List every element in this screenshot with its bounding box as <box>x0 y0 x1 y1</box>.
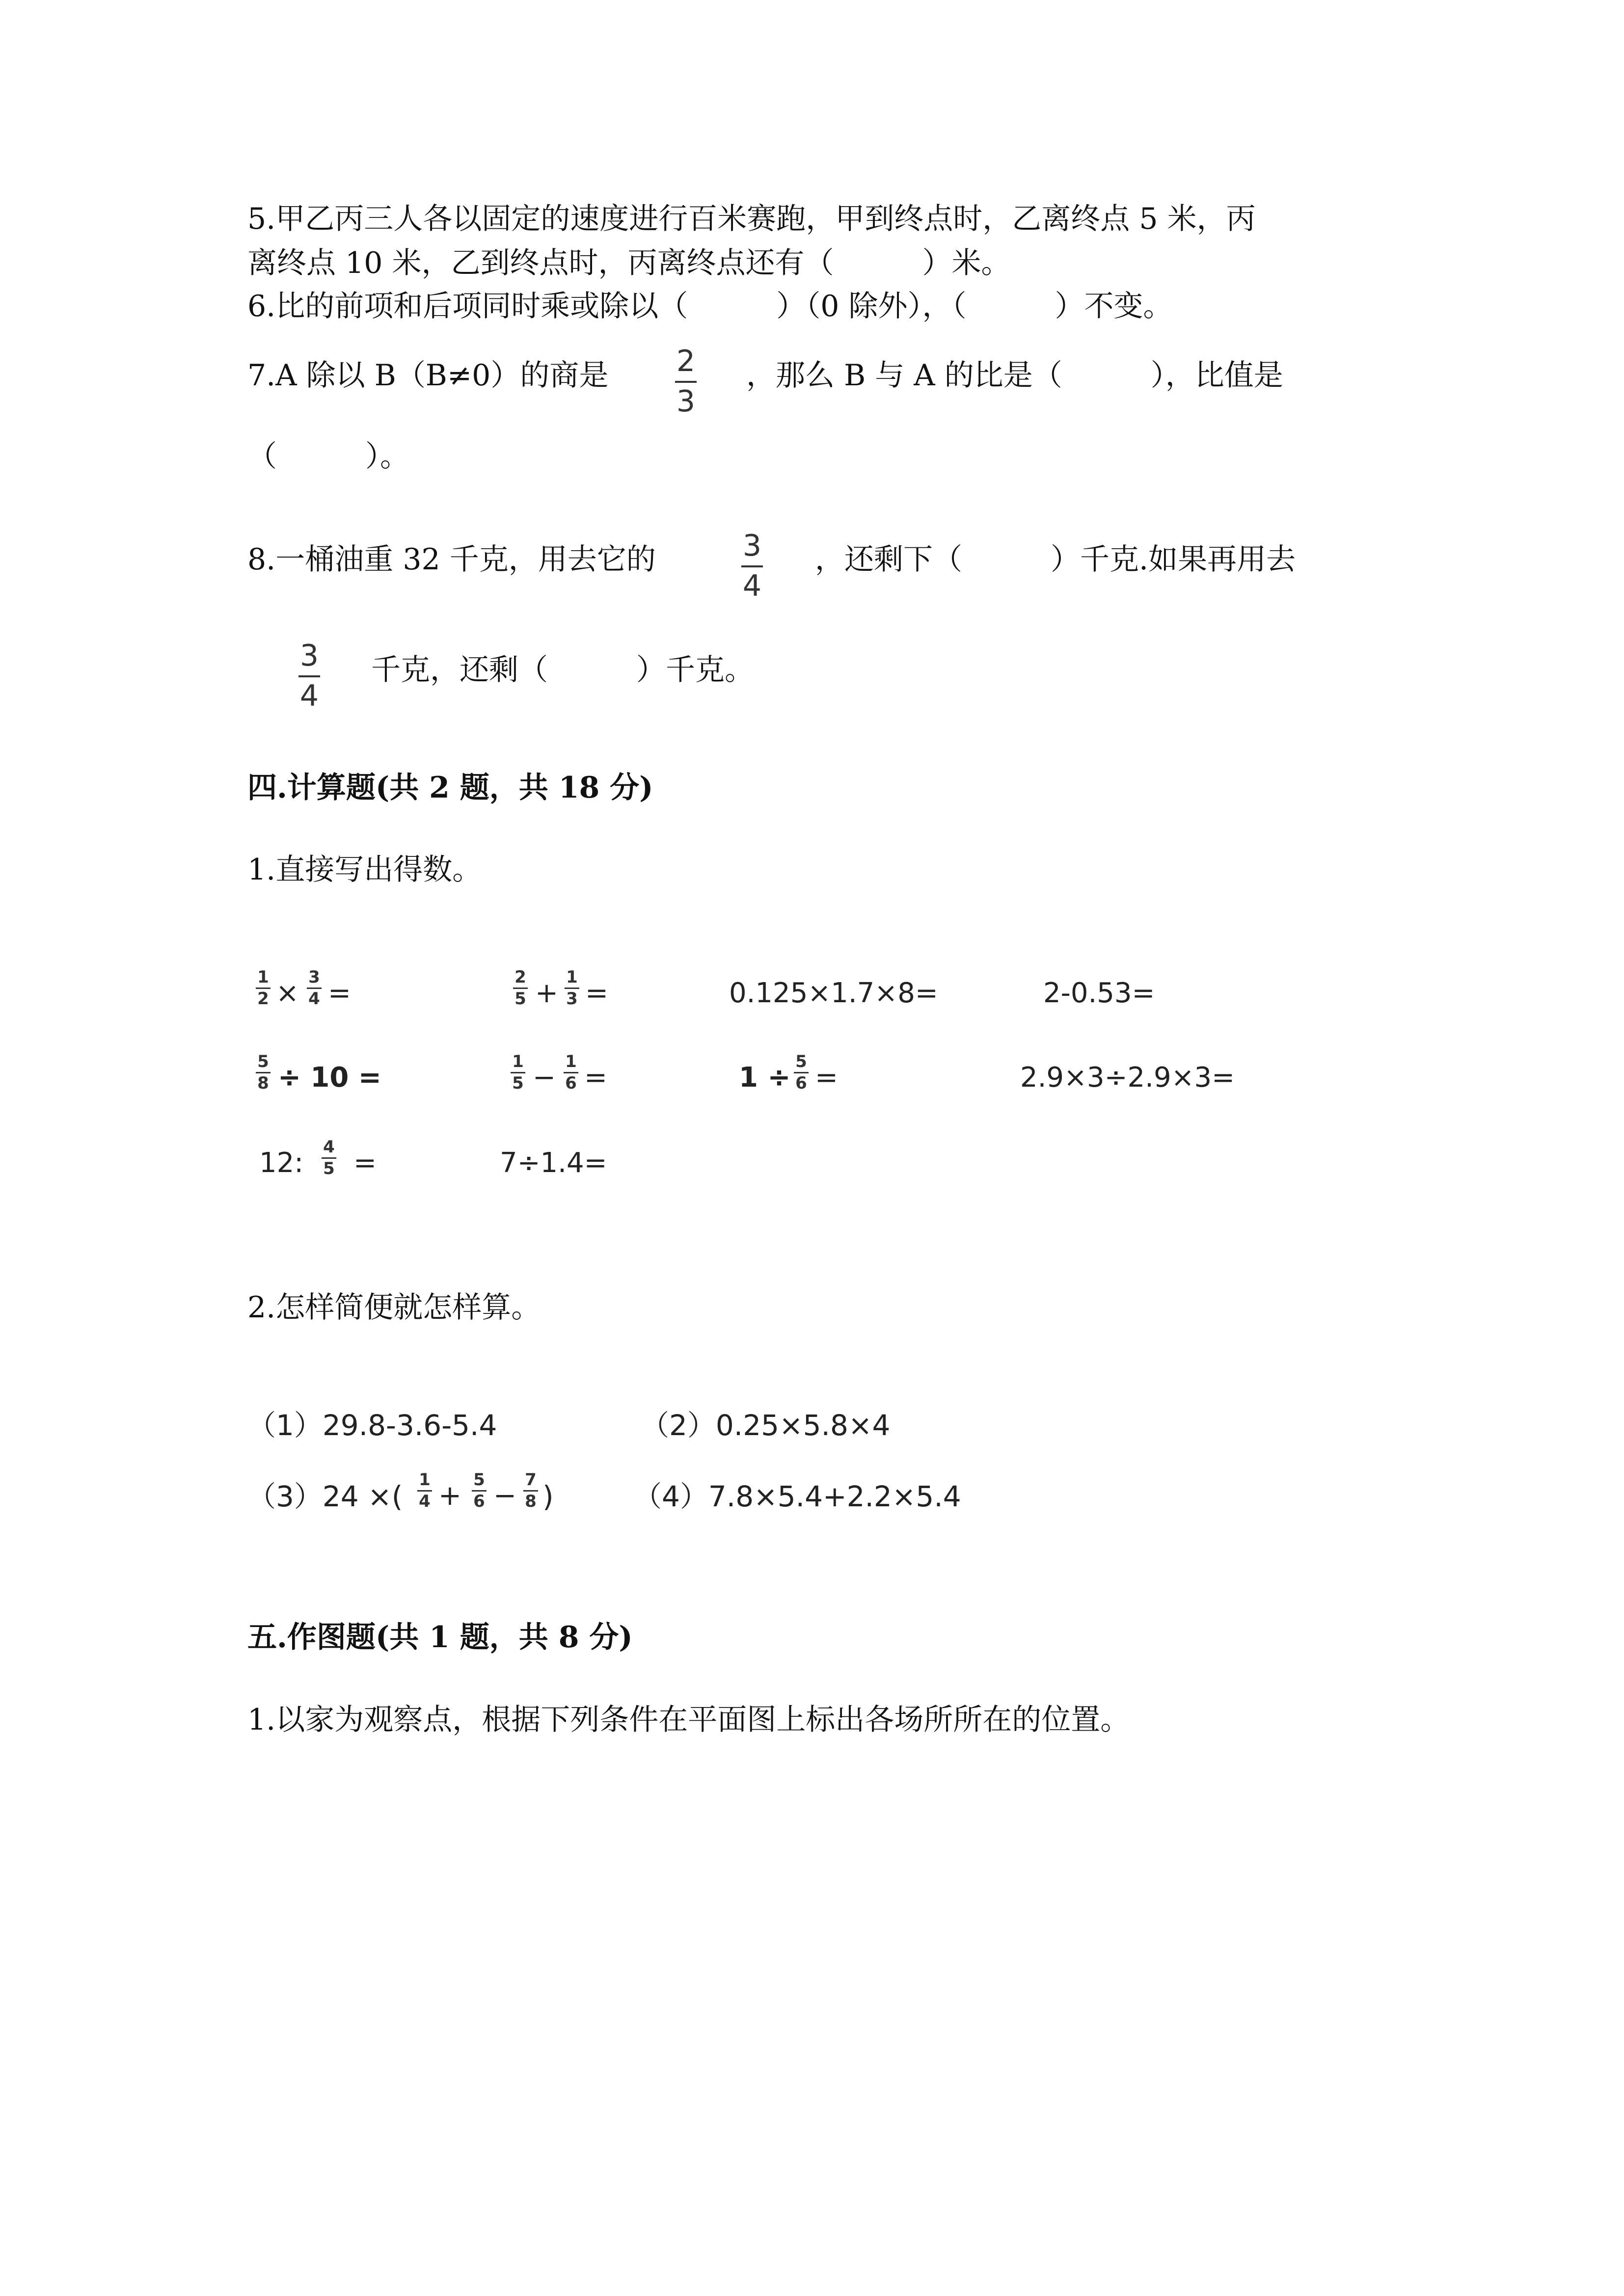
calc-2-frac-b <box>565 969 579 1007</box>
section-5-q1: 1.以家为观察点，根据下列条件在平面图上标出各场所所在的位置。 <box>247 1703 1130 1737</box>
q8-fraction-2 <box>298 641 320 711</box>
simp-expr-4: （4）7.8×5.4+2.2×5.4 <box>633 1480 961 1513</box>
numerator: 3 <box>308 967 320 987</box>
calc-5-frac-a <box>256 1053 271 1092</box>
denominator: 6 <box>565 1073 577 1093</box>
denominator: 5 <box>512 1073 524 1093</box>
denominator: 6 <box>795 1073 807 1093</box>
calc-expr-3: 0.125×1.7×8= <box>729 977 938 1009</box>
q8-fraction-2-numerator: 3 <box>299 639 319 673</box>
calc-5-rest: ÷ 10 = <box>278 1062 381 1094</box>
q8-part2: ，还剩下（ ）千克.如果再用去 <box>815 542 1296 577</box>
calc-expr-4: 2-0.53= <box>1043 977 1155 1009</box>
numerator: 1 <box>512 1052 524 1071</box>
section-4-q1-title: 1.直接写出得数。 <box>247 853 482 887</box>
q7-fraction-denominator: 3 <box>676 384 696 419</box>
q7-fraction-numerator: 2 <box>676 344 696 378</box>
numerator: 5 <box>795 1052 807 1071</box>
q5-line2: 离终点 10 米，乙到终点时，丙离终点还有（ ）米。 <box>247 246 1011 280</box>
simp-3-post: ) <box>542 1480 554 1513</box>
q8-part1: 8.一桶油重 32 千克，用去它的 <box>247 542 656 577</box>
denominator: 4 <box>308 989 320 1009</box>
simp-3-op-2: − <box>493 1480 516 1512</box>
calc-6-frac-b <box>564 1053 578 1092</box>
denominator: 5 <box>323 1159 335 1178</box>
denominator: 8 <box>257 1073 269 1093</box>
calc-6-eq: = <box>584 1062 607 1094</box>
calc-2-frac-a <box>513 969 528 1007</box>
fraction-bar <box>675 381 697 383</box>
numerator: 1 <box>565 1052 577 1071</box>
simp-3-frac-1 <box>417 1471 432 1510</box>
section-4-title: 四.计算题(共 2 题，共 18 分) <box>247 771 653 805</box>
numerator: 7 <box>525 1470 537 1490</box>
denominator: 8 <box>525 1492 537 1511</box>
q8-fraction-1-numerator: 3 <box>742 529 762 563</box>
numerator: 1 <box>419 1470 431 1490</box>
q7-line2: （ ）。 <box>247 439 409 474</box>
denominator: 2 <box>257 989 269 1009</box>
calc-1-frac-b <box>307 969 322 1007</box>
q8-fraction-1-denominator: 4 <box>742 569 762 603</box>
q6-text: 6.比的前项和后项同时乘或除以（ ）（0 除外），（ ）不变。 <box>247 289 1173 323</box>
numerator: 1 <box>257 967 269 987</box>
calc-1-eq: = <box>328 977 351 1009</box>
section-4-q2-title: 2.怎样简便就怎样算。 <box>247 1290 541 1325</box>
section-5-title: 五.作图题(共 1 题，共 8 分) <box>247 1620 633 1655</box>
calc-2-op: + <box>535 977 558 1009</box>
simp-3-frac-3 <box>523 1471 538 1510</box>
q8-part3: 千克，还剩（ ）千克。 <box>371 653 754 687</box>
simp-3-op-1: + <box>438 1480 461 1512</box>
q7-fraction <box>675 344 697 419</box>
calc-1-op: × <box>276 977 299 1009</box>
calc-6-frac-a <box>511 1053 525 1092</box>
numerator: 4 <box>323 1137 335 1157</box>
calc-expr-10: 7÷1.4= <box>500 1147 607 1179</box>
calc-9-pre: 12: <box>259 1147 304 1179</box>
numerator: 1 <box>566 967 578 987</box>
denominator: 3 <box>566 989 578 1009</box>
calc-1-frac-a <box>256 969 271 1007</box>
q5-line1: 5.甲乙丙三人各以固定的速度进行百米赛跑，甲到终点时，乙离终点 5 米，丙 <box>247 202 1256 236</box>
calc-7-pre: 1 ÷ <box>739 1062 791 1094</box>
fraction-bar <box>741 565 763 567</box>
simp-3-frac-2 <box>472 1471 487 1510</box>
calc-9-eq: = <box>353 1147 377 1179</box>
calc-9-frac-b <box>322 1139 336 1177</box>
calc-6-op: − <box>533 1062 556 1094</box>
simp-expr-2: （2）0.25×5.8×4 <box>641 1409 891 1442</box>
calc-7-eq: = <box>815 1062 838 1094</box>
q8-fraction-1 <box>741 531 763 601</box>
denominator: 5 <box>514 989 526 1009</box>
numerator: 5 <box>257 1052 269 1071</box>
q8-fraction-2-denominator: 4 <box>299 679 319 713</box>
denominator: 4 <box>419 1492 431 1511</box>
denominator: 6 <box>473 1492 485 1511</box>
calc-2-eq: = <box>585 977 608 1009</box>
numerator: 2 <box>514 967 526 987</box>
calc-expr-8: 2.9×3÷2.9×3= <box>1020 1062 1235 1094</box>
fraction-bar <box>298 675 320 677</box>
q7-part1: 7.A 除以 B（B≠0）的商是 <box>247 358 609 393</box>
numerator: 5 <box>473 1470 485 1490</box>
q7-part2: ，那么 B 与 A 的比是（ ），比值是 <box>746 358 1283 393</box>
simp-3-pre: （3）24 ×( <box>247 1480 403 1513</box>
simp-expr-1: （1）29.8-3.6-5.4 <box>247 1409 497 1442</box>
calc-7-frac-b <box>794 1053 809 1092</box>
